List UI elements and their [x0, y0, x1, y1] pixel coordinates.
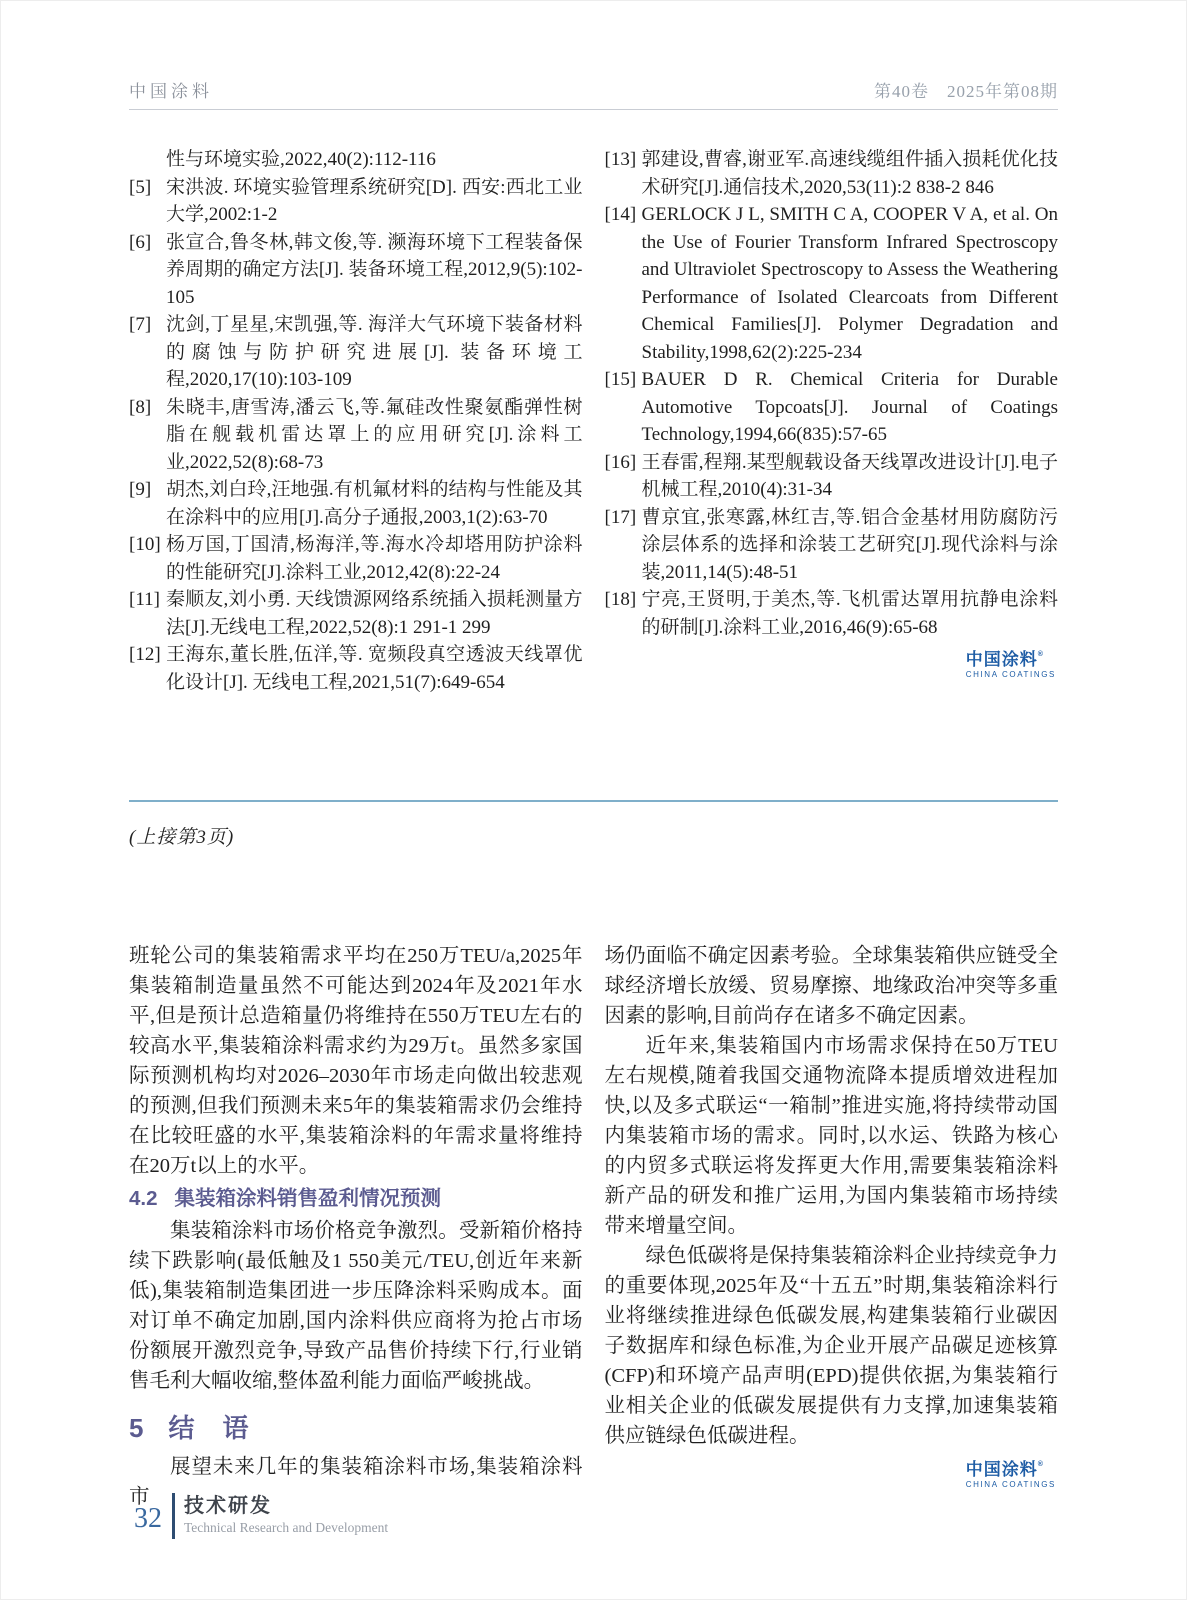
paragraph: 展望未来几年的集装箱涂料市场,集装箱涂料市: [129, 1456, 583, 1508]
reference-column-left: [129, 146, 583, 696]
article-column-right: [605, 941, 1059, 1512]
heading-title: 结 语: [168, 1413, 250, 1443]
reference-list: [129, 146, 1058, 696]
section-divider-rule: [129, 800, 1058, 802]
reference-number: [13]: [604, 149, 637, 170]
reference-text: 宋洪波. 环境实验管理系统研究[D]. 西安:西北工业大学,2002:1-2: [166, 176, 583, 225]
reference-text: 杨万国,丁国清,杨海洋,等.海水冷却塔用防护涂料的性能研究[J].涂料工业,2012,42(8):22-24: [166, 534, 583, 583]
reference-item: [129, 531, 583, 586]
reference-number: [17]: [604, 506, 637, 528]
paragraph: 集装箱涂料市场价格竞争激烈。受新箱价格持续下跌影响(最低触及1 550美元/TEU,创近年来新低),集装箱制造集团进一步压降涂料采购成本。面对订单不确定加剧,国内涂料供应商将为抢占市场份额展开激烈竞争,导致产品售价持续下行,行业销售毛利大幅收缩,整体盈利能力面临严峻挑战。: [129, 1220, 583, 1392]
section-heading-conclusion: [129, 1411, 583, 1445]
reference-number: [14]: [604, 204, 637, 225]
reference-number: [8]: [129, 396, 152, 418]
china-coatings-logo: [966, 651, 1056, 679]
continuation-note: (上接第3页): [129, 827, 235, 848]
reference-item: [605, 146, 1059, 201]
paragraph: 场仍面临不确定因素考验。全球集装箱供应链受全球经济增长放缓、贸易摩擦、地缘政治冲突等多重因素的影响,目前尚存在诸多不确定因素。: [604, 945, 1058, 1027]
logo-subtitle: CHINA COATINGS: [965, 670, 1056, 679]
paragraph: 近年来,集装箱国内市场需求保持在50万TEU左右规模,随着我国交通物流降本提质增效进程加快,以及多式联运“一箱制”推进实施,将持续带动国内集装箱市场的需求。同时,以水运、铁路为核心的内贸多式联运将发挥更大作用,需要集装箱涂料新产品的研发和推广运用,为国内集装箱市场持续带来增量空间。: [604, 1035, 1058, 1237]
reference-number: [15]: [604, 369, 637, 390]
reference-text: BAUER D R. Chemical Criteria for Durable Automotive Topcoats[J]. Journal of Coatings Technology,1994,66(835):57-65: [641, 369, 1058, 445]
reference-number: [6]: [129, 231, 152, 253]
reference-item: [605, 366, 1059, 449]
footer-section-en: Technical Research and Development: [184, 1520, 389, 1535]
reference-text: 郭建设,曹睿,谢亚军.高速线缆组件插入损耗优化技术研究[J].通信技术,2020,53(11):2 838-2 846: [641, 149, 1058, 198]
reference-item: [129, 476, 583, 531]
page-footer: [134, 1493, 388, 1539]
paragraph: 绿色低碳将是保持集装箱涂料企业持续竞争力的重要体现,2025年及“十五五”时期,集装箱涂料行业将继续推进绿色低碳发展,构建集装箱行业碳因子数据库和绿色标准,为企业开展产品碳足迹核算(CFP)和环境产品声明(EPD)提供依据,为集装箱行业相关企业的低碳发展提供有力支撑,加速集装箱供应链绿色低碳进程。: [604, 1245, 1058, 1447]
reference-item: [129, 641, 583, 696]
header-rule: [129, 109, 1058, 110]
reference-item: [605, 201, 1059, 366]
logo-wordmark: 中国涂料®: [965, 1460, 1044, 1479]
reference-text: 胡杰,刘白玲,汪地强.有机氟材料的结构与性能及其在涂料中的应用[J].高分子通报,2003,1(2):63-70: [166, 479, 583, 528]
footer-section-labels: [184, 1494, 388, 1538]
china-coatings-logo: [966, 1461, 1056, 1489]
reference-number: [10]: [129, 534, 161, 555]
running-head: [129, 1, 1058, 102]
reference-text: 王海东,董长胜,伍洋,等. 宽频段真空透波天线罩优化设计[J]. 无线电工程,2021,51(7):649-654: [166, 644, 583, 693]
reference-item: [129, 174, 583, 229]
reference-text: 曹京宜,张寒露,林红吉,等.铝合金基材用防腐防污涂层体系的选择和涂装工艺研究[J].现代涂料与涂装,2011,14(5):48-51: [641, 506, 1058, 583]
reference-number: [12]: [129, 644, 161, 665]
heading-title: 集装箱涂料销售盈利情况预测: [174, 1187, 441, 1210]
reference-number: [7]: [129, 314, 152, 335]
footer-divider-bar: [172, 1493, 175, 1539]
logo-subtitle: CHINA COATINGS: [965, 1480, 1056, 1489]
reference-item: [129, 394, 583, 477]
logo-wordmark: 中国涂料®: [965, 650, 1044, 669]
reference-text: 秦顺友,刘小勇. 天线馈源网络系统插入损耗测量方法[J].无线电工程,2022,52(8):1 291-1 299: [166, 589, 583, 638]
reference-text: 王春雷,程翔.某型舰载设备天线罩改进设计[J].电子机械工程,2010(4):31-34: [641, 451, 1058, 500]
page-number: 32: [134, 1503, 162, 1534]
reference-text: 沈剑,丁星星,宋凯强,等. 海洋大气环境下装备材料的腐蚀与防护研究进展[J]. 装备环境工程,2020,17(10):103-109: [166, 314, 583, 390]
article-body: [129, 941, 1058, 1512]
reference-item: [129, 229, 583, 312]
heading-number: 4.2: [129, 1187, 158, 1210]
reference-number: [16]: [604, 451, 637, 473]
journal-name: 中国涂料: [129, 82, 213, 101]
reference-column-right: [605, 146, 1059, 696]
reference-number: [11]: [129, 589, 160, 610]
reference-item: [129, 311, 583, 394]
reference-number: [18]: [604, 589, 637, 610]
reference-item: [605, 586, 1059, 641]
reference-item: [129, 146, 583, 174]
subsection-heading: [129, 1182, 583, 1215]
reference-text: 张宣合,鲁冬林,韩文俊,等. 濒海环境下工程装备保养周期的确定方法[J]. 装备环境工程,2012,9(5):102-105: [166, 231, 583, 308]
reference-text: 宁亮,王贤明,于美杰,等.飞机雷达罩用抗静电涂料的研制[J].涂料工业,2016,46(9):65-68: [641, 589, 1058, 638]
footer-section-cn: 技术研发: [184, 1495, 272, 1517]
reference-item: [129, 586, 583, 641]
paragraph: 班轮公司的集装箱需求平均在250万TEU/a,2025年集装箱制造量虽然不可能达到2024年及2021年水平,但是预计总造箱量仍将维持在550万TEU左右的较高水平,集装箱涂料需求约为29万t。虽然多家国际预测机构均对2026–2030年市场走向做出较悲观的预测,但我们预测未来5年的集装箱需求仍会维持在比较旺盛的水平,集装箱涂料的年需求量将维持在20万t以上的水平。: [129, 945, 583, 1177]
registered-mark-icon: ®: [1037, 651, 1044, 658]
reference-text: 朱晓丰,唐雪涛,潘云飞,等.氟硅改性聚氨酯弹性树脂在舰载机雷达罩上的应用研究[J].涂料工业,2022,52(8):68-73: [166, 396, 583, 473]
issue-info: 第40卷 2025年第08期: [874, 82, 1058, 101]
reference-number: [9]: [129, 479, 152, 500]
reference-item: [605, 504, 1059, 587]
heading-number: 5: [129, 1413, 145, 1443]
reference-text: 性与环境实验,2022,40(2):112-116: [166, 149, 436, 170]
reference-number: [5]: [129, 176, 152, 198]
reference-text: GERLOCK J L, SMITH C A, COOPER V A, et al. On the Use of Fourier Transform Infrared Spectroscopy and Ultraviolet Spectroscopy to Assess the Weathering Performance of Isolated Clearcoats from Different Chemical Families[J]. Polymer Degradation and Stability,1998,62(2):225-234: [641, 204, 1058, 363]
reference-item: [605, 449, 1059, 504]
article-column-left: [129, 941, 583, 1512]
registered-mark-icon: ®: [1037, 1461, 1044, 1468]
